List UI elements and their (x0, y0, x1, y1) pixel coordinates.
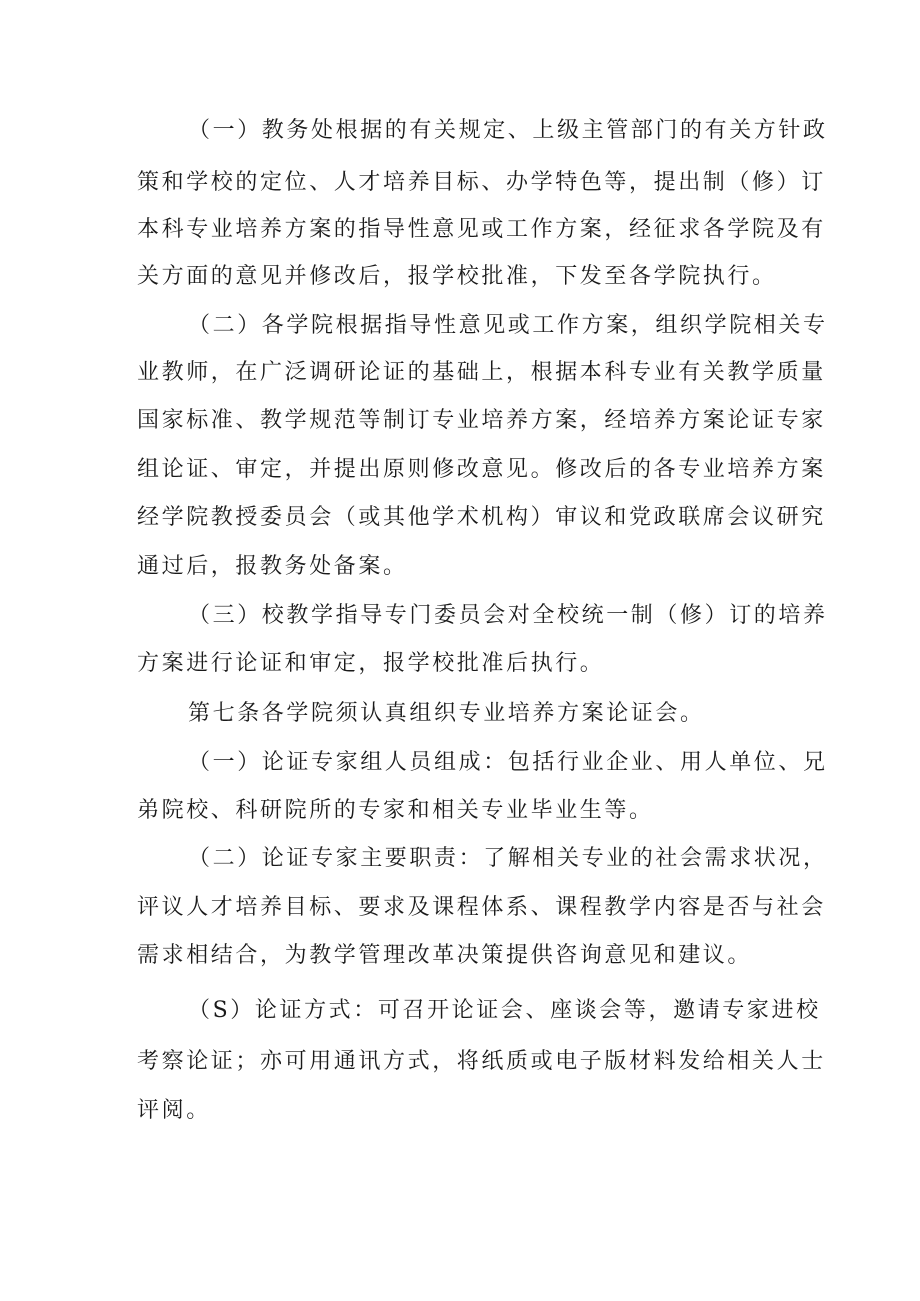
paragraph-line: 组论证、审定，并提出原则修改意见。修改后的各专业培养方案 (137, 457, 826, 482)
paragraph-line: （一）教务处根据的有关规定、上级主管部门的有关方针政 (188, 118, 828, 143)
paragraph-line: 评议人才培养目标、要求及课程体系、课程教学内容是否与社会 (137, 895, 826, 920)
paragraph-line: 国家标准、教学规范等制订专业培养方案，经培养方案论证专家 (137, 408, 826, 433)
paragraph-line: 弟院校、科研院所的专家和相关专业毕业生等。 (137, 798, 654, 823)
paragraph-line: （三）校教学指导专门委员会对全校统一制（修）订的培养 (188, 603, 828, 628)
paragraph-line: （S）论证方式：可召开论证会、座谈会等，邀请专家进校 (188, 998, 821, 1023)
paragraph-line: 关方面的意见并修改后，报学校批准，下发至各学院执行。 (137, 264, 777, 289)
paragraph-line: （二）论证专家主要职责：了解相关专业的社会需求状况， (188, 846, 828, 871)
paragraph-line: 本科专业培养方案的指导性意见或工作方案，经征求各学院及有 (137, 217, 826, 242)
paragraph-line: 业教师，在广泛调研论证的基础上，根据本科专业有关教学质量 (137, 360, 826, 385)
article-heading: 第七条各学院须认真组织专业培养方案论证会。 (188, 701, 705, 726)
paragraph-line: 策和学校的定位、人才培养目标、办学特色等，提出制（修）订 (137, 170, 826, 195)
paragraph-line: （一）论证专家组人员组成：包括行业企业、用人单位、兄 (188, 750, 828, 775)
paragraph-line: 评阅。 (137, 1098, 211, 1123)
paragraph-line: 考察论证；亦可用通讯方式，将纸质或电子版材料发给相关人士 (137, 1049, 826, 1074)
paragraph-line: 方案进行论证和审定，报学校批准后执行。 (137, 651, 605, 676)
paragraph-line: 通过后，报教务处备案。 (137, 554, 408, 579)
paragraph-line: 经学院教授委员会（或其他学术机构）审议和党政联席会议研究 (137, 505, 826, 530)
paragraph-line: （二）各学院根据指导性意见或工作方案，组织学院相关专 (188, 313, 828, 338)
paragraph-line: 需求相结合，为教学管理改革决策提供咨询意见和建议。 (137, 943, 753, 968)
